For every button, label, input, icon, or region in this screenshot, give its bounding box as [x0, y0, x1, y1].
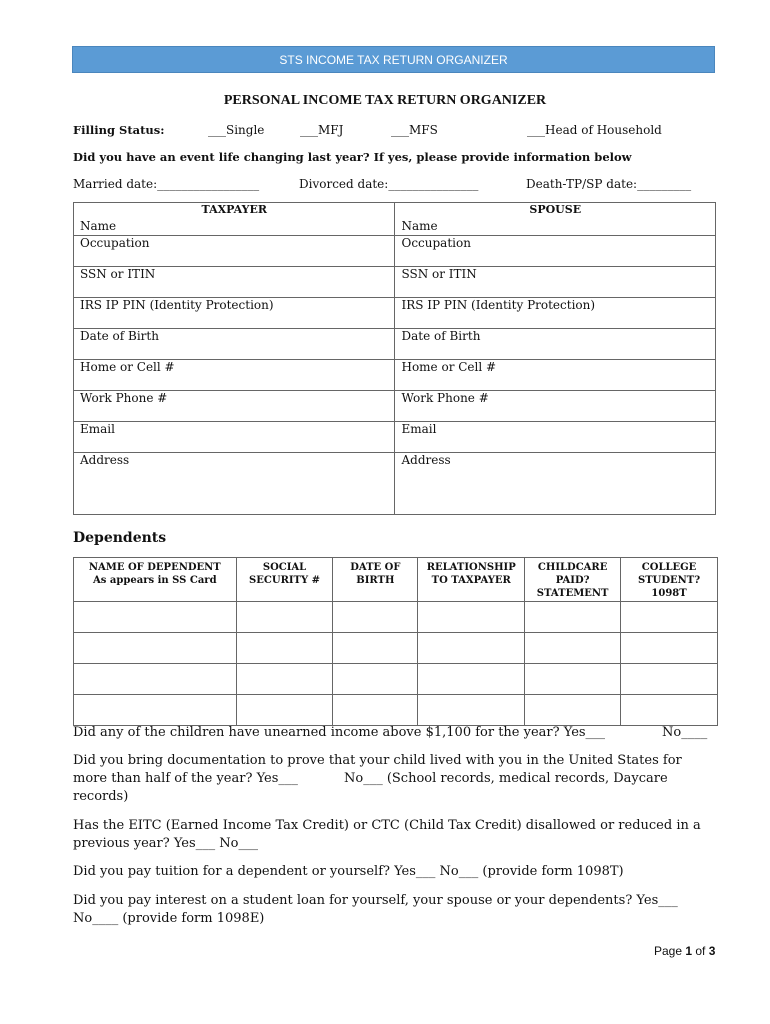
question-documentation-line2 — [73, 770, 723, 788]
taxpayer-address-field[interactable]: Address — [74, 453, 395, 515]
question-documentation — [73, 752, 723, 806]
col-relationship — [418, 558, 525, 602]
table-header-row — [74, 203, 716, 218]
question-eitc-line1: Has the EITC (Earned Income Tax Credit) or CTC (Child Tax Credit) disallowed or reduced in a — [73, 818, 701, 833]
col-college — [621, 558, 718, 602]
filing-status-mfs[interactable]: ___MFS — [391, 123, 438, 137]
question-student-loan — [73, 892, 723, 928]
page-prefix: Page — [654, 944, 686, 958]
filing-status-label: Filling Status: — [73, 123, 165, 137]
table-row — [74, 391, 716, 422]
page-current: 1 — [685, 944, 693, 958]
question-tuition[interactable]: Did you pay tuition for a dependent or yourself? Yes___ No___ (provide form 1098T) — [73, 864, 624, 879]
table-row — [74, 267, 716, 298]
col-childcare — [525, 558, 621, 602]
dependent-cell[interactable] — [74, 664, 237, 695]
spouse-address-field[interactable]: Address — [395, 453, 716, 515]
table-row — [74, 217, 716, 236]
table-row — [74, 453, 716, 515]
dependent-row — [74, 633, 718, 664]
taxpayer-ssn-field[interactable]: SSN or ITIN — [74, 267, 395, 298]
dependent-cell[interactable] — [418, 695, 525, 726]
dependent-cell[interactable] — [74, 602, 237, 633]
col-ssn-line2: SECURITY # — [249, 575, 320, 586]
taxpayer-home-phone-field[interactable]: Home or Cell # — [74, 360, 395, 391]
dependent-cell[interactable] — [621, 602, 718, 633]
table-row — [74, 236, 716, 267]
question-documentation-no[interactable]: No___ (School records, medical records, Daycare — [344, 771, 668, 786]
dependent-cell[interactable] — [236, 664, 333, 695]
filing-status-single[interactable]: ___Single — [208, 123, 265, 137]
header-bar — [72, 46, 715, 73]
table-row — [74, 422, 716, 453]
divorced-date-field[interactable]: Divorced date:_______________ — [299, 177, 479, 191]
dependent-cell[interactable] — [525, 664, 621, 695]
spouse-name-field[interactable]: Name — [395, 217, 716, 236]
married-date-field[interactable]: Married date:_________________ — [73, 177, 260, 191]
col-ssn-line1: SOCIAL — [262, 562, 307, 573]
col-relationship-line2: TO TAXPAYER — [431, 575, 511, 586]
question-documentation-line3: records) — [73, 789, 129, 804]
spouse-header: SPOUSE — [395, 203, 716, 218]
dependent-cell[interactable] — [333, 695, 418, 726]
dependent-row — [74, 602, 718, 633]
col-relationship-line1: RELATIONSHIP — [426, 562, 516, 573]
col-dependent-name-line1: NAME OF DEPENDENT — [88, 562, 221, 573]
dependents-header-row — [74, 558, 718, 602]
question-eitc-line2[interactable]: previous year? Yes___ No___ — [73, 836, 258, 851]
spouse-ip-pin-field[interactable]: IRS IP PIN (Identity Protection) — [395, 298, 716, 329]
col-dependent-name — [74, 558, 237, 602]
dependents-heading: Dependents — [73, 530, 167, 546]
spouse-ssn-field[interactable]: SSN or ITIN — [395, 267, 716, 298]
dependent-cell[interactable] — [525, 633, 621, 664]
col-childcare-line1: CHILDCARE — [537, 562, 608, 573]
col-childcare-line2: PAID? — [555, 575, 590, 586]
question-student-loan-line1: Did you pay interest on a student loan for yourself, your spouse or your dependents? Yes___ — [73, 893, 678, 908]
col-dob — [333, 558, 418, 602]
dependents-table — [73, 557, 718, 726]
taxpayer-dob-field[interactable]: Date of Birth — [74, 329, 395, 360]
dependent-cell[interactable] — [621, 664, 718, 695]
col-college-line2: STUDENT? — [637, 575, 701, 586]
col-dob-line2: BIRTH — [356, 575, 395, 586]
spouse-email-field[interactable]: Email — [395, 422, 716, 453]
event-question: Did you have an event life changing last year? If yes, please provide information below — [73, 150, 632, 164]
taxpayer-ip-pin-field[interactable]: IRS IP PIN (Identity Protection) — [74, 298, 395, 329]
dependent-cell[interactable] — [236, 633, 333, 664]
filing-status-mfj[interactable]: ___MFJ — [300, 123, 344, 137]
page-number — [654, 944, 715, 958]
dependent-cell[interactable] — [418, 664, 525, 695]
taxpayer-occupation-field[interactable]: Occupation — [74, 236, 395, 267]
col-college-line3: 1098T — [651, 588, 687, 599]
question-documentation-yes[interactable]: more than half of the year? Yes___ — [73, 771, 298, 786]
dependent-cell[interactable] — [333, 633, 418, 664]
header-bar-text: STS INCOME TAX RETURN ORGANIZER — [279, 52, 508, 67]
spouse-dob-field[interactable]: Date of Birth — [395, 329, 716, 360]
col-dob-line1: DATE OF — [350, 562, 401, 573]
question-documentation-line1: Did you bring documentation to prove that your child lived with you in the United States for — [73, 753, 682, 768]
dependent-cell[interactable] — [525, 602, 621, 633]
col-college-line1: COLLEGE — [641, 562, 697, 573]
dependent-cell[interactable] — [621, 695, 718, 726]
taxpayer-header: TAXPAYER — [74, 203, 395, 218]
question-unearned-income — [73, 724, 723, 742]
dependent-cell[interactable] — [621, 633, 718, 664]
page-of: of — [692, 944, 709, 958]
spouse-work-phone-field[interactable]: Work Phone # — [395, 391, 716, 422]
question-unearned-income-no[interactable]: No____ — [662, 725, 708, 740]
dependent-cell[interactable] — [418, 602, 525, 633]
question-student-loan-line2[interactable]: No____ (provide form 1098E) — [73, 911, 265, 926]
dependent-cell[interactable] — [74, 695, 237, 726]
table-row — [74, 329, 716, 360]
dependent-cell[interactable] — [236, 602, 333, 633]
question-eitc — [73, 817, 723, 853]
col-dependent-name-line2: As appears in SS Card — [93, 575, 217, 586]
table-row — [74, 360, 716, 391]
dependent-cell[interactable] — [74, 633, 237, 664]
spouse-occupation-field[interactable]: Occupation — [395, 236, 716, 267]
question-unearned-income-text: Did any of the children have unearned income above $1,100 for the year? Yes___ — [73, 725, 606, 740]
dependent-cell[interactable] — [418, 633, 525, 664]
page-title: PERSONAL INCOME TAX RETURN ORGANIZER — [223, 93, 547, 108]
spouse-home-phone-field[interactable]: Home or Cell # — [395, 360, 716, 391]
taxpayer-name-field[interactable]: Name — [74, 217, 395, 236]
filing-status-hoh[interactable]: ___Head of Household — [527, 123, 662, 137]
dependent-cell[interactable] — [236, 695, 333, 726]
dependent-row — [74, 664, 718, 695]
taxpayer-spouse-table — [73, 202, 716, 515]
dependent-cell[interactable] — [333, 664, 418, 695]
col-childcare-line3: STATEMENT — [536, 588, 609, 599]
dependent-row — [74, 695, 718, 726]
table-row — [74, 298, 716, 329]
dependent-cell[interactable] — [333, 602, 418, 633]
death-date-field[interactable]: Death-TP/SP date:_________ — [526, 177, 692, 191]
taxpayer-work-phone-field[interactable]: Work Phone # — [74, 391, 395, 422]
dependent-cell[interactable] — [525, 695, 621, 726]
taxpayer-email-field[interactable]: Email — [74, 422, 395, 453]
col-ssn — [236, 558, 333, 602]
page-total: 3 — [708, 944, 716, 958]
